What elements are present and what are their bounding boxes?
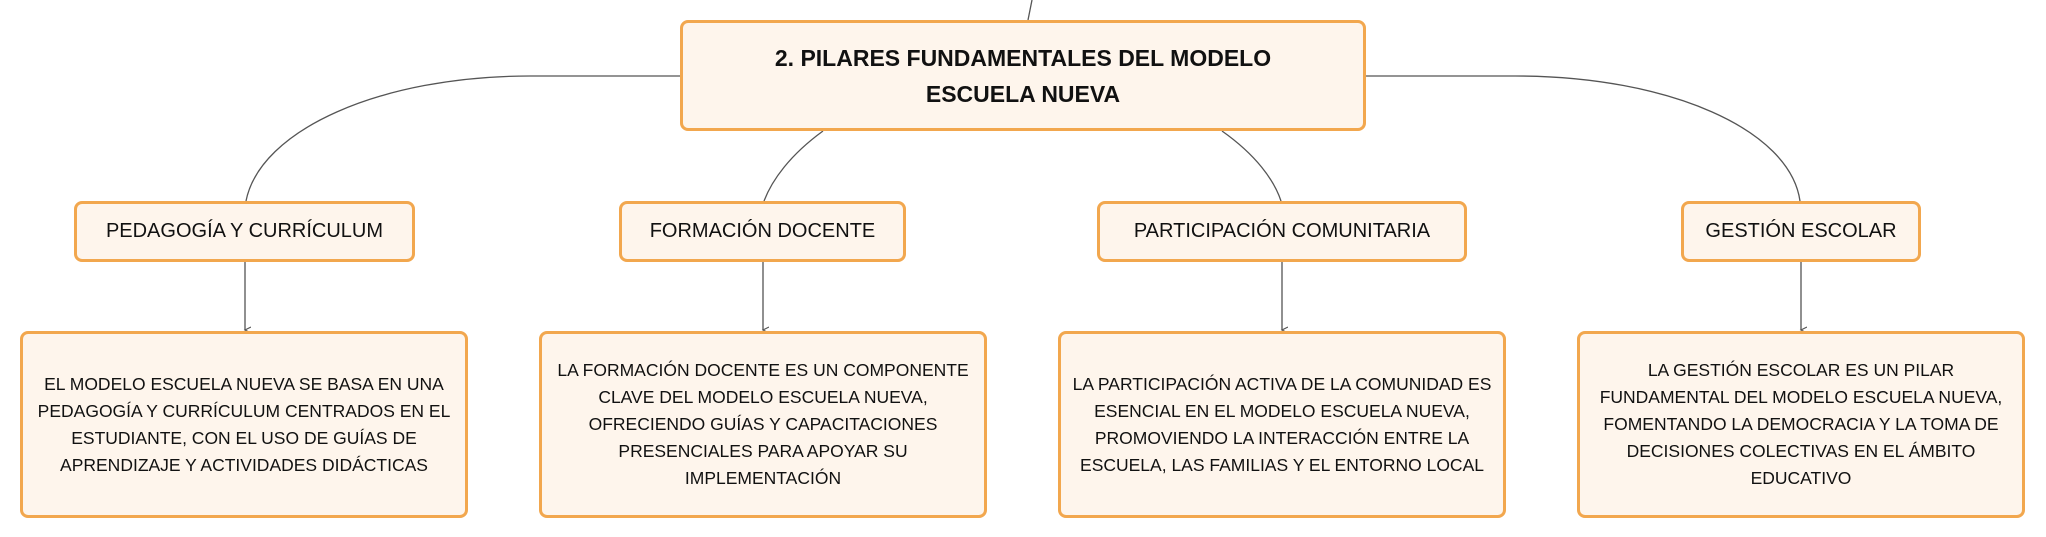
description-node-formacion[interactable] — [539, 331, 987, 518]
description-text-participacion: LA PARTICIPACIÓN ACTIVA DE LA COMUNIDAD ES ESENCIAL EN EL MODELO ESCUELA NUEVA, PROMOVIENDO LA INTERACCIÓN ENTRE LA ESCUELA, LAS FAMILIAS Y EL ENTORNO LOCAL — [1072, 373, 1492, 475]
description-text-formacion: LA FORMACIÓN DOCENTE ES UN COMPONENTE CLAVE DEL MODELO ESCUELA NUEVA, OFRECIENDO GUÍAS Y CAPACITACIONES PRESENCIALES PARA APOYAR SU IMPLEMENTACIÓN — [557, 360, 969, 488]
pillar-label-participacion: PARTICIPACIÓN COMUNITARIA — [1133, 220, 1431, 242]
pillar-label-formacion: FORMACIÓN DOCENTE — [649, 220, 876, 242]
connector-root-participacion — [1222, 131, 1281, 201]
root-topic-node[interactable] — [680, 20, 1366, 131]
description-text-pedagogia: EL MODELO ESCUELA NUEVA SE BASA EN UNA PEDAGOGÍA Y CURRÍCULUM CENTRADOS EN EL ESTUDIANTE, CON EL USO DE GUÍAS DE APRENDIZAJE Y ACTIVIDADES DIDÁCTICAS — [37, 373, 451, 475]
description-node-gestion[interactable] — [1577, 331, 2025, 518]
root-topic-title: 2. PILARES FUNDAMENTALES DEL MODELO ESCUELA NUEVA — [774, 44, 1272, 107]
pillar-node-formacion[interactable] — [619, 201, 906, 262]
description-node-pedagogia[interactable] — [20, 331, 468, 518]
pillar-label-pedagogia: PEDAGOGÍA Y CURRÍCULUM — [105, 220, 384, 242]
parent-connector — [1028, 0, 1032, 20]
connector-root-gestion — [1366, 76, 1800, 201]
pillar-node-participacion[interactable] — [1097, 201, 1467, 262]
pillar-node-gestion[interactable] — [1681, 201, 1921, 262]
pillar-node-pedagogia[interactable] — [74, 201, 415, 262]
description-node-participacion[interactable] — [1058, 331, 1506, 518]
description-text-gestion: LA GESTIÓN ESCOLAR ES UN PILAR FUNDAMENTAL DEL MODELO ESCUELA NUEVA, FOMENTANDO LA DEMOCRACIA Y LA TOMA DE DECISIONES COLECTIVAS EN EL ÁMBITO EDUCATIVO — [1599, 360, 2003, 488]
pillar-label-gestion: GESTIÓN ESCOLAR — [1705, 220, 1897, 242]
connector-root-pedagogia — [246, 76, 680, 201]
connector-root-formacion — [764, 131, 823, 201]
